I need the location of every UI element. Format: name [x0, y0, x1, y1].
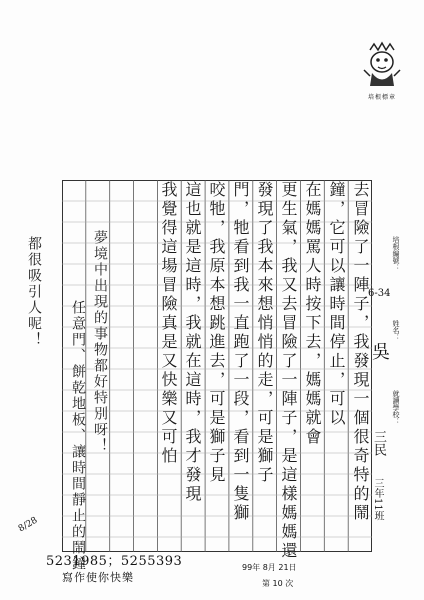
- essay-column-3: 在媽媽罵人時按下去，媽媽就會: [303, 181, 322, 447]
- mascot-stamp-icon: [360, 40, 404, 90]
- stamp-caption: 培根標章: [367, 94, 396, 101]
- essay-column-1: 去冒險了一陣子，我發現一個很奇特的鬧: [351, 181, 370, 523]
- margin-mark: 8/28: [16, 515, 40, 535]
- school-label: 就讀學校：: [392, 390, 400, 425]
- essay-column-9: 我覺得這場冒險真是又快樂又可怕: [159, 181, 178, 466]
- teacher-comment-2: 任意門、餅乾地板、讓時間靜止的鬧鐘: [70, 300, 86, 572]
- essay-column-2: 鐘，它可以讓時間停止，可以: [327, 181, 346, 428]
- grade-class: 三年11班: [372, 478, 383, 521]
- essay-date: 99年 8月 21日: [242, 563, 297, 572]
- essay-column-4: 更生氣，我又去冒險了一陣子，是這樣媽媽還: [279, 181, 298, 561]
- slogan: 寫作使你快樂: [62, 571, 134, 584]
- essay-column-7: 咬牠，我原本想跳進去，可是獅子見: [207, 181, 226, 485]
- name-label: 姓名：: [392, 320, 400, 341]
- phone-numbers: 5231985；5255393: [46, 554, 183, 569]
- essay-column-8: 這也就是這時，我就在這時，我才發現: [183, 181, 202, 504]
- essay-column-5: 發現了我本來想悄悄的走，可是獅子: [255, 181, 274, 485]
- entry-number: 第 10 次: [262, 579, 294, 588]
- school-class: 三民: [371, 430, 386, 456]
- editor-number: 6-34: [368, 288, 391, 299]
- essay-column-6: 門，牠看到我一直跑了一段，看到一隻獅: [231, 181, 250, 523]
- teacher-comment-1: 夢境中出現的事物都好特別呀！: [92, 230, 108, 454]
- editor-label: 培根編號：: [392, 236, 400, 271]
- student-name: 吳: [369, 342, 390, 360]
- teacher-comment-3: 都很吸引人呢！: [26, 236, 42, 348]
